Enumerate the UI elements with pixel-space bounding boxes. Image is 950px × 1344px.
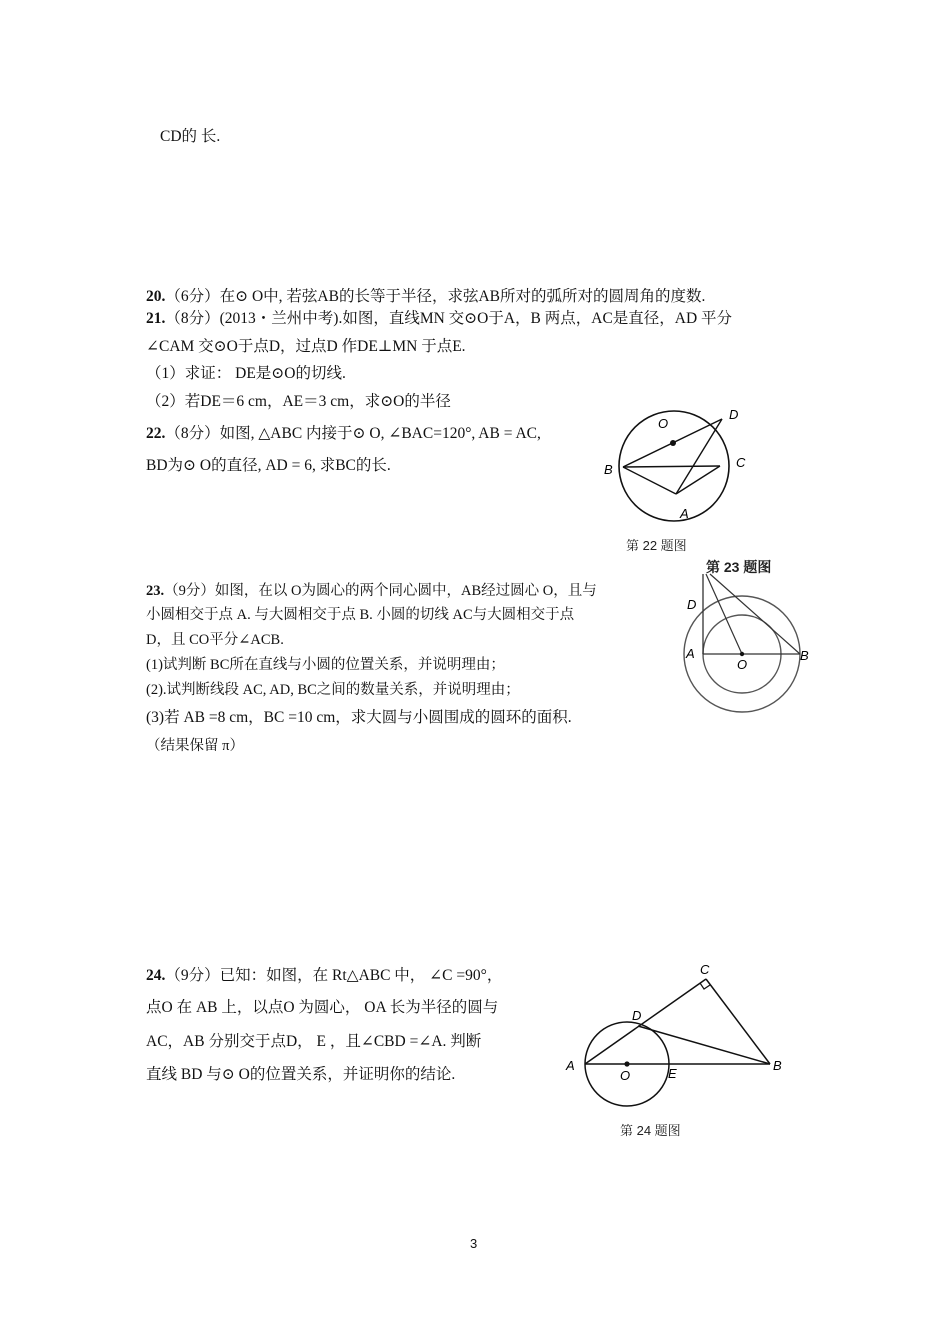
question-23-part1: (1)试判断 BC所在直线与小圆的位置关系，并说明理由；	[146, 657, 505, 673]
figure-24-label-e: E	[668, 1066, 677, 1081]
question-24-text-1: （9分）已知：如图，在 Rt△ABC 中， ∠C =90°，	[165, 967, 503, 984]
question-22-text-1: （8分）如图, △ABC 内接于⊙ O, ∠BAC=120°, AB = AC,	[165, 425, 541, 442]
figure-22-label-b: B	[604, 462, 613, 477]
question-24-line3: AC，AB 分别交于点D， E ，且∠CBD =∠A. 判断	[146, 1033, 482, 1050]
figure-23-label-d: D	[687, 597, 697, 612]
question-21-text-1: （8分）(2013・兰州中考).如图，直线MN 交⊙O于A，B 两点，AC是直径，AD 平分	[165, 310, 733, 327]
figure-22-label-c: C	[736, 455, 746, 470]
question-22-line2: BD为⊙ O的直径, AD = 6, 求BC的长.	[146, 457, 391, 474]
figure-22-caption: 第 22 题图	[626, 538, 687, 553]
figure-22-label-o: O	[658, 416, 669, 431]
figure-22-chord-ca	[676, 466, 720, 494]
question-21-number: 21.	[146, 310, 166, 327]
page-number: 3	[470, 1236, 478, 1251]
question-24-line4: 直线 BD 与⊙ O的位置关系，并证明你的结论.	[146, 1066, 456, 1083]
figure-22-chord-ba	[623, 467, 676, 494]
figure-23-label-a: A	[686, 646, 695, 661]
question-22-line1	[146, 424, 541, 444]
figure-24-label-b: B	[773, 1058, 782, 1073]
figure-23-label-o: O	[737, 657, 748, 672]
figure-24-label-o: O	[620, 1068, 631, 1083]
question-20-number: 20.	[146, 288, 166, 305]
prev-question-tail: CD的 长.	[160, 128, 221, 145]
figure-22-label-d: D	[729, 407, 739, 422]
figure-24-caption: 第 24 题图	[620, 1123, 681, 1138]
question-23-line3: D，且 CO平分∠ACB.	[146, 632, 284, 648]
figure-22-label-a: A	[680, 506, 689, 521]
figure-24	[558, 958, 798, 1110]
figure-22-chord-bc	[623, 466, 720, 467]
question-21-part2: （2）若DE＝6 cm，AE＝3 cm，求⊙O的半径	[146, 393, 451, 410]
question-21-part1: （1）求证： DE是⊙O的切线.	[146, 365, 346, 382]
question-20-text: （6分）在⊙ O中, 若弦AB的长等于半径，求弦AB所对的弧所对的圆周角的度数.	[165, 288, 706, 305]
figure-24-label-d: D	[632, 1008, 642, 1023]
figure-24-label-a: A	[566, 1058, 575, 1073]
figure-23-caption: 第 23 题图	[706, 559, 772, 575]
question-21-line1	[146, 309, 732, 329]
figure-24-segment-ac	[585, 979, 706, 1064]
question-23-text-1: （9分）如图，在以 O为圆心的两个同心圆中，AB经过圆心 O，且与	[164, 583, 597, 599]
figure-24-segment-cb	[706, 979, 770, 1064]
figure-24-right-angle-mark	[700, 983, 710, 989]
question-22-number: 22.	[146, 425, 166, 442]
figure-24-label-c: C	[700, 962, 710, 977]
figure-23	[676, 572, 816, 718]
question-24-line1	[146, 966, 502, 986]
question-21-line2: ∠CAM 交⊙O于点D，过点D 作DE⊥MN 于点E.	[146, 338, 466, 355]
figure-24-segment-db	[638, 1026, 770, 1064]
question-23-line1	[146, 581, 597, 601]
figure-22	[596, 400, 756, 530]
question-23-part4: （结果保留 π）	[146, 738, 244, 754]
figure-22-center-dot	[670, 440, 676, 446]
question-23-part2: (2).试判断线段 AC, AD, BC之间的数量关系，并说明理由；	[146, 682, 520, 698]
question-23-number: 23.	[146, 583, 165, 599]
question-24-line2: 点O 在 AB 上，以点O 为圆心， OA 长为半径的圆与	[146, 999, 499, 1016]
figure-24-center-dot	[624, 1061, 629, 1066]
question-24-number: 24.	[146, 967, 166, 984]
question-20	[146, 287, 705, 307]
figure-23-center-dot	[740, 652, 744, 656]
figure-23-label-b: B	[800, 648, 809, 663]
question-23-line2: 小圆相交于点 A. 与大圆相交于点 B. 小圆的切线 AC与大圆相交于点	[146, 607, 575, 623]
question-23-part3: (3)若 AB =8 cm，BC =10 cm，求大圆与小圆围成的圆环的面积.	[146, 709, 572, 726]
